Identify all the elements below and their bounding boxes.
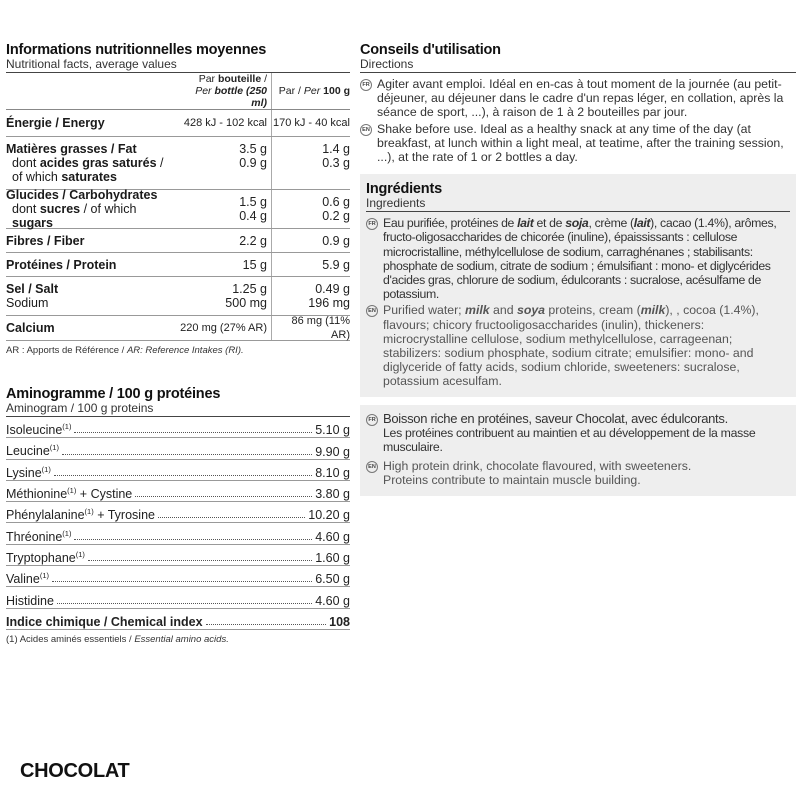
ingredients-title: Ingrédients [366,181,442,198]
ingredients-en: EN Purified water; milk and soya proteins, cream (milk), , cocoa (1.4%), flavours; chicory fructooligosaccharides (inulin), thickeners: microcrystalline cellulose, sodium methylcellulose, carrageenan; stabilizers: sodium phosphate, sodium citrate; emulsifier: mono- and diglyceride of fatty acids, sodium chloride, sweeteners: sucralose, potassium acesulfam. [366,303,790,388]
col-per-bottle-header: Par bouteille / Per bottle (250 ml) [177,73,272,109]
left-column [6,42,350,645]
essential-amino-note: (1) Acides aminés essentiels / Essential amino acids. [6,633,229,645]
aminogram-row: Isoleucine$^{(1)}$ 5.10 g [6,417,350,438]
chemical-index-row: Indice chimique / Chemical index 108 [6,609,350,630]
energy-row: Énergie / Energy 428 kJ - 102 kcal 170 kJ - 40 kcal [6,110,350,137]
en-badge-icon: EN [366,305,378,317]
flavor-label: CHOCOLAT [20,760,130,782]
aminogram-row: Lysine$^{(1)}$ 8.10 g [6,460,350,481]
nutrition-header-row [6,73,350,110]
description-box [360,405,796,496]
directions-subtitle: Directions [360,57,414,71]
aminogram-list [6,417,350,609]
description-en: EN High protein drink, chocolate flavoured, with sweeteners. Proteins contribute to maintain muscle building. [366,459,790,487]
description-fr: FR Boisson riche en protéines, saveur Chocolat, avec édulcorants. Les protéines contribuent au maintien et au développement de la masse musculaire. [366,412,790,455]
aminogram-row: Valine$^{(1)}$ 6.50 g [6,566,350,587]
fr-badge-icon: FR [360,79,372,91]
aminogram-row: Méthionine$^{(1)}$ + Cystine 3.80 g [6,481,350,502]
aminogram-row: Phénylalanine$^{(1)}$ + Tyrosine 10.20 g [6,502,350,523]
aminogram-title: Aminogramme / 100 g protéines [6,386,221,402]
en-badge-icon: EN [366,461,378,473]
fr-badge-icon: FR [366,218,378,230]
col-per-100g-header: Par / Per 100 g [278,85,350,97]
salt-row: Sel / Salt Sodium 1.25 g 500 mg 0.49 g 196 mg [6,277,350,316]
en-badge-icon: EN [360,124,372,136]
directions-en: EN Shake before use. Ideal as a healthy snack at any time of the day (at breakfast, at lunch within a light meal, at teatime, after the training session, ...), at the rate of 1 or 2 bottles a day. [360,122,796,165]
nutrition-title: Informations nutritionnelles moyennes [6,42,267,58]
nutrition-table [6,73,350,341]
protein-row: Protéines / Protein 15 g 5.9 g [6,253,350,277]
aminogram-row: Tryptophane$^{(1)}$ 1.60 g [6,545,350,566]
reference-intake-note: AR : Apports de Référence / AR: Reference Intakes (RI). [6,345,244,356]
ingredients-fr: FR Eau purifiée, protéines de lait et de soja, crème (lait), cacao (1.4%), arômes, fructo-oligosaccharides de chicorée (inuline), épaississants : cellulose microcristalline, méthylcellulose de sodium, carraghénanes ; stabilisants: phosphate de sodium, citrate de sodium ; émulsifiant : mono- et diglycérides d'acides gras, chlorure de sodium, édulcorants : sucralose, acésulfame de potassium. [366,216,790,301]
aminogram-row: Leucine$^{(1)}$ 9.90 g [6,438,350,459]
aminogram-row: Histidine 4.60 g [6,587,350,608]
fr-badge-icon: FR [366,414,378,426]
directions-fr: FR Agiter avant emploi. Idéal en en-cas à tout moment de la journée (au petit-déjeuner, au déjeuner dans le cadre d'un repas léger, en collation, après la séance de sport, ...), à raison de 1 à 2 bouteilles par jour. [360,77,796,120]
carbs-row: Glucides / Carbohydrates dont sucres / of which sugars 1.5 g 0.4 g 0.6 g 0.2 g [6,188,350,230]
ingredients-box [360,174,796,396]
aminogram-row: Thréonine$^{(1)}$ 4.60 g [6,523,350,544]
aminogram-section [6,386,350,645]
calcium-row: Calcium 220 mg (27% AR) 86 mg (11% AR) [6,315,350,341]
aminogram-subtitle: Aminogram / 100 g proteins [6,401,154,415]
ingredients-subtitle: Ingredients [366,196,426,211]
nutrition-subtitle: Nutritional facts, average values [6,57,177,71]
fibre-row: Fibres / Fiber 2.2 g 0.9 g [6,229,350,253]
fat-row: Matières grasses / Fat dont acides gras saturés / of which saturates 3.5 g 0.9 g 1.4 g 0.3 g [6,137,350,190]
right-column [360,42,796,496]
directions-title: Conseils d'utilisation [360,42,501,58]
